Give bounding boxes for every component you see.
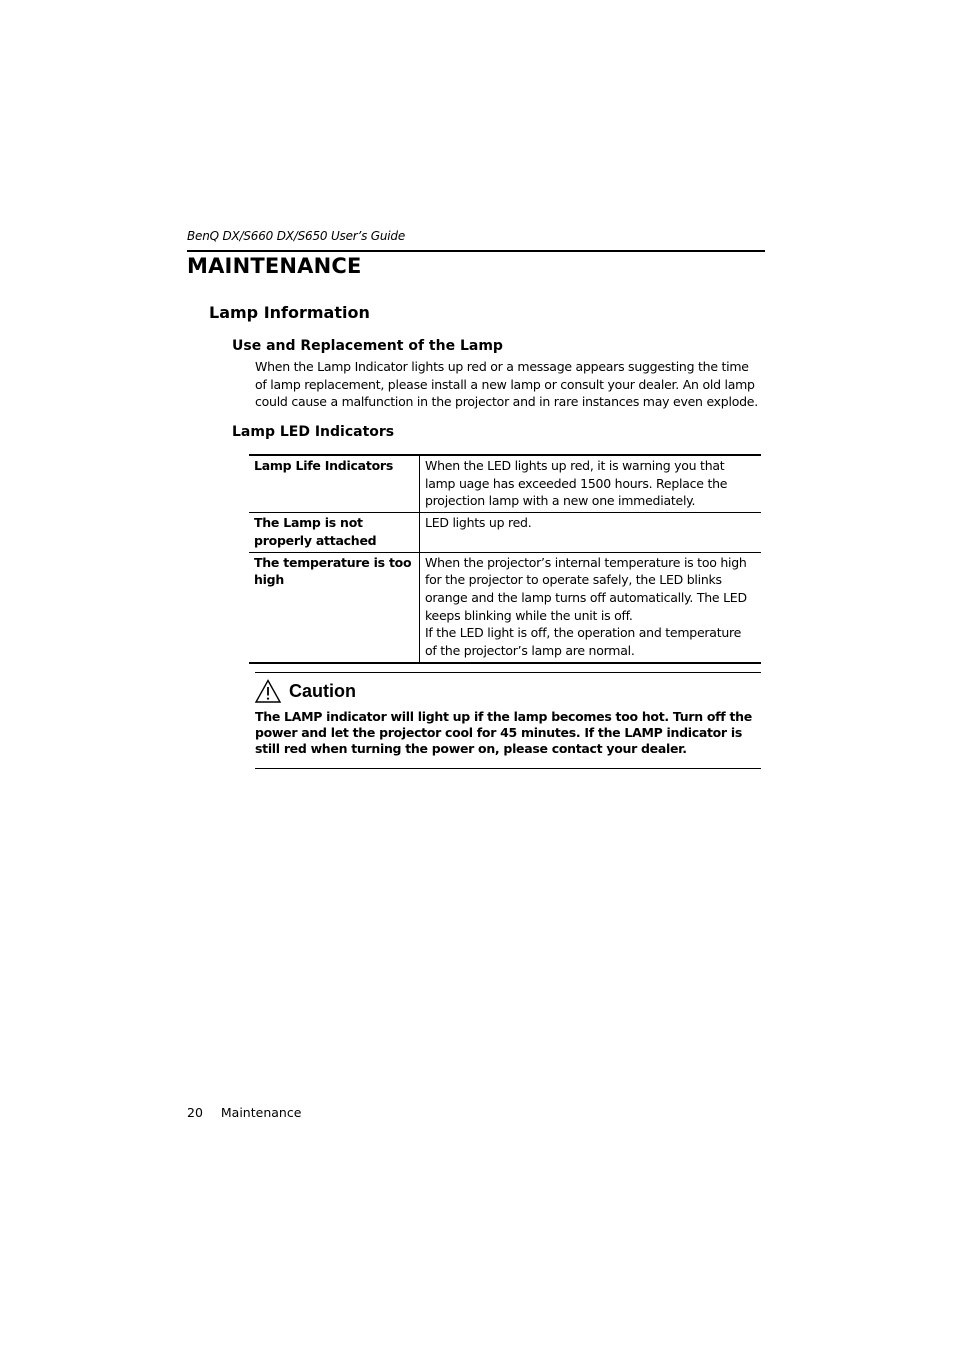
- warning-triangle-icon: [255, 679, 281, 703]
- row-label: Lamp Life Indicators: [249, 455, 420, 513]
- section-title: Lamp Information: [209, 303, 370, 322]
- lamp-led-heading: Lamp LED Indicators: [232, 424, 395, 440]
- footer-section-name: Maintenance: [220, 1105, 302, 1120]
- page-footer: [187, 1105, 301, 1120]
- use-replacement-heading: Use and Replacement of the Lamp: [232, 338, 503, 354]
- table-row: [249, 552, 761, 663]
- table-row: [249, 513, 761, 552]
- table-row: [249, 455, 761, 513]
- caution-header: [255, 679, 356, 703]
- row-description-para: When the projector’s internal temperature is too high for the projector to operate safely, the LED blinks orange and the lamp turns off automatically. The LED keeps blinking while the unit is off.: [425, 554, 747, 623]
- lamp-led-table: [249, 454, 761, 664]
- row-description: When the LED lights up red, it is warning you that lamp uage has exceeded 1500 hours. Replace the projection lamp with a new one immediately.: [425, 458, 728, 509]
- row-label: The Lamp is not properly attached: [249, 513, 420, 552]
- row-label: The temperature is too high: [249, 552, 420, 663]
- row-description-para: If the LED light is off, the operation and temperature of the projector’s lamp are normal.: [425, 625, 742, 659]
- caution-box: [255, 672, 761, 769]
- row-description: [420, 552, 762, 663]
- caution-text: The LAMP indicator will light up if the lamp becomes too hot. Turn off the power and let the projector cool for 45 minutes. If the LAMP indicator is still red when turning the power on, please contact your dealer.: [255, 709, 752, 756]
- chapter-title: MAINTENANCE: [187, 254, 362, 278]
- page-number: 20: [187, 1105, 203, 1120]
- row-description: LED lights up red.: [420, 513, 762, 552]
- caution-title: Caution: [289, 680, 356, 701]
- header-rule: [187, 250, 765, 252]
- guide-title: BenQ DX/S660 DX/S650 User’s Guide: [187, 229, 406, 243]
- use-replacement-body: When the Lamp Indicator lights up red or a message appears suggesting the time of lamp replacement, please install a new lamp or consult your dealer. An old lamp could cause a malfunction in the projector and in rare instances may even explode.: [255, 359, 758, 410]
